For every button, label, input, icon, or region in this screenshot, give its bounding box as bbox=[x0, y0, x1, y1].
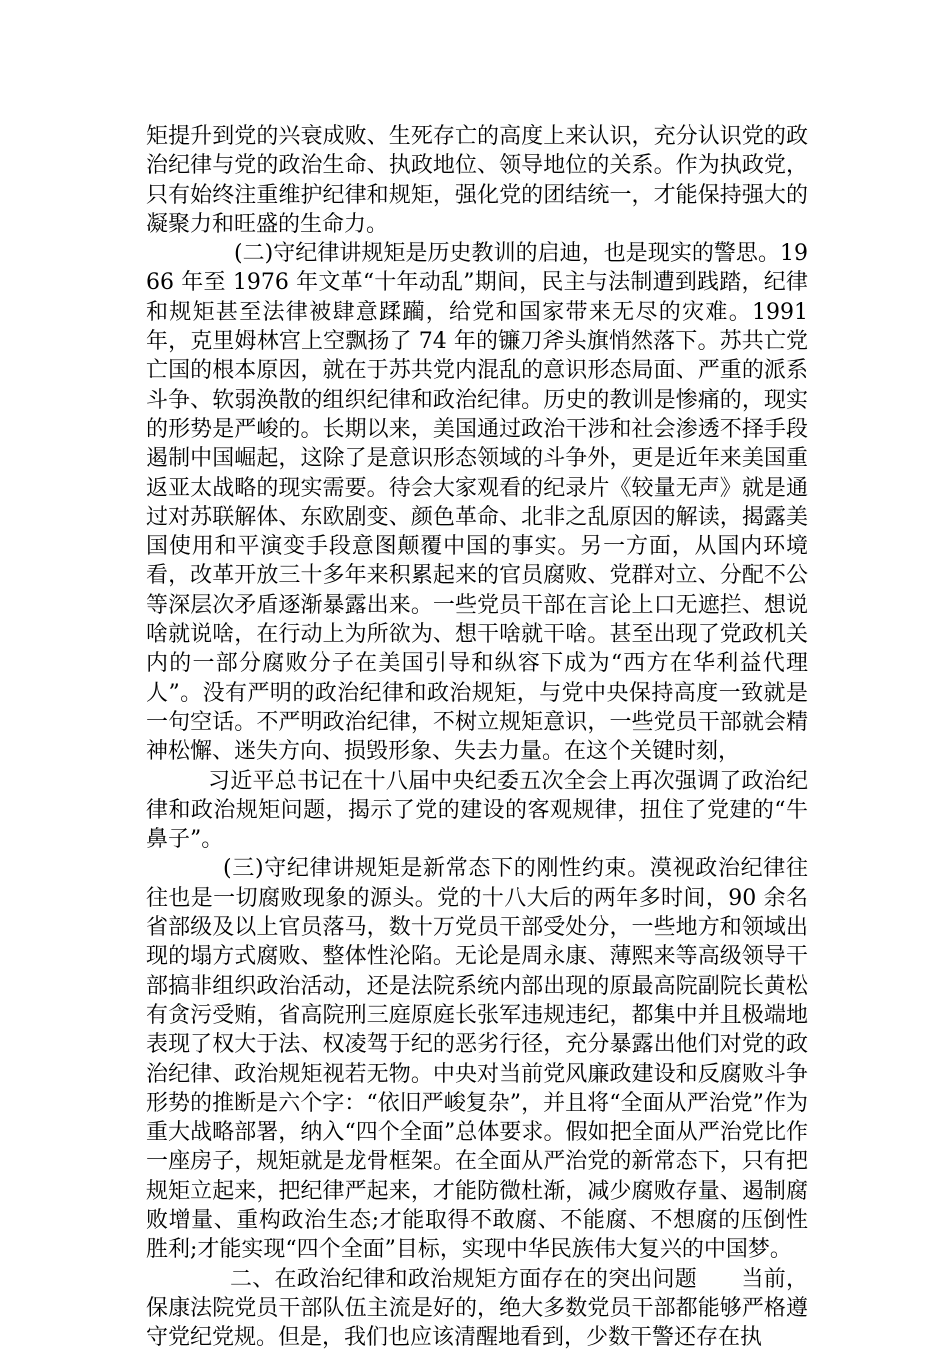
document-body bbox=[146, 122, 808, 1352]
paragraph-xi-statement: 习近平总书记在十八届中央纪委五次全会上再次强调了政治纪律和政治规矩问题，揭示了党的建设的客观规律，扭住了党建的“牛鼻子”。 bbox=[146, 768, 808, 853]
paragraph-section-2: (二)守纪律讲规矩是历史教训的启迪，也是现实的警思。1966 年至 1976 年文革“十年动乱”期间，民主与法制遭到践踏，纪律和规矩甚至法律被肆意蹂躏，给党和国家带来无尽的灾难。1991 年，克里姆林宫上空飘扬了 74 年的镰刀斧头旗悄然落下。苏共亡党亡国的根本原因，就在于苏共党内混乱的意识形态局面、严重的派系斗争、软弱涣散的组织纪律和政治纪律。历史的教训是惨痛的，现实的形势是严峻的。长期以来，美国通过政治干涉和社会渗透不择手段遏制中国崛起，这除了是意识形态领域的斗争外，更是近年来美国重返亚太战略的现实需要。待会大家观看的纪录片《较量无声》就是通过对苏联解体、东欧剧变、颜色革命、北非之乱原因的解读，揭露美国使用和平演变手段意图颠覆中国的事实。另一方面，从国内环境看，改革开放三十多年来积累起来的官员腐败、党群对立、分配不公等深层次矛盾逐渐暴露出来。一些党员干部在言论上口无遮拦、想说啥就说啥，在行动上为所欲为、想干啥就干啥。甚至出现了党政机关内的一部分腐败分子在美国引导和纵容下成为“西方在华利益代理人”。没有严明的政治纪律和政治规矩，与党中央保持高度一致就是一句空话。不严明政治纪律，不树立规矩意识，一些党员干部就会精神松懈、迷失方向、损毁形象、失去力量。在这个关键时刻， bbox=[146, 241, 808, 765]
paragraph-heading-2: 二、在政治纪律和政治规矩方面存在的突出问题 当前，保康法院党员干部队伍主流是好的，绝大多数党员干部都能够严格遵守党纪党规。但是，我们也应该清醒地看到，少数干警还存在执 bbox=[146, 1266, 808, 1351]
paragraph-section-3: (三)守纪律讲规矩是新常态下的刚性约束。漠视政治纪律往往也是一切腐败现象的源头。党的十八大后的两年多时间，90 余名省部级及以上官员落马，数十万党员干部受处分，一些地方和领域出现的塌方式腐败、整体性沦陷。无论是周永康、薄熙来等高级领导干部搞非组织政治活动，还是法院系统内部出现的原最高院副院长黄松有贪污受贿，省高院刑三庭原庭长张军违规违纪，都集中并且极端地表现了权大于法、权凌驾于纪的恶劣行径，充分暴露出他们对党的政治纪律、政治规矩视若无物。中央对当前党风廉政建设和反腐败斗争形势的推断是六个字：“依旧严峻复杂”，并且将“全面从严治党”作为重大战略部署，纳入“四个全面”总体要求。假如把全面从严治党比作一座房子，规矩就是龙骨框架。在全面从严治党的新常态下，只有把规矩立起来，把纪律严起来，才能防微杜渐，减少腐败存量、遏制腐败增量、重构政治生态;才能取得不敢腐、不能腐、不想腐的压倒性胜利;才能实现“四个全面”目标，实现中华民族伟大复兴的中国梦。 bbox=[146, 856, 808, 1263]
paragraph-continuation: 矩提升到党的兴衰成败、生死存亡的高度上来认识，充分认识党的政治纪律与党的政治生命、执政地位、领导地位的关系。作为执政党，只有始终注重维护纪律和规矩，强化党的团结统一，才能保持强大的凝聚力和旺盛的生命力。 bbox=[146, 124, 808, 237]
